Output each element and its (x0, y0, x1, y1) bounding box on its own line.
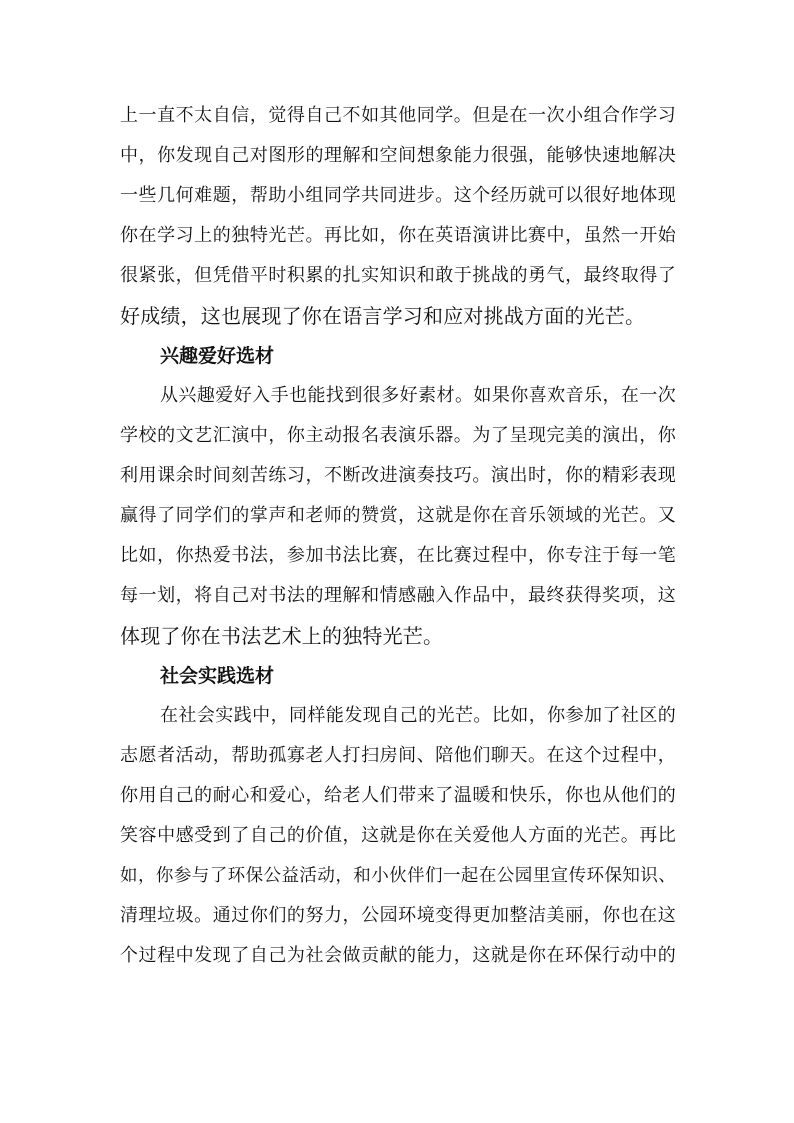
text-line: 上一直不太自信，觉得自己不如其他同学。但是在一次小组合作学习 (120, 105, 676, 126)
text-line: 学校的文艺汇演中，你主动报名表演乐器。为了呈现完美的演出，你 (120, 425, 676, 446)
paragraph-interests (120, 376, 676, 656)
section-heading-social: 社会实践选材 (160, 665, 275, 687)
text-line: 你用自己的耐心和爱心，给老人们带来了温暖和快乐，你也从他们的 (120, 785, 676, 806)
text-line: 个过程中发现了自己为社会做贡献的能力，这就是你在环保行动中的 (120, 945, 676, 966)
text-line: 从兴趣爱好入手也能找到很多好素材。如果你喜欢音乐，在一次 (160, 385, 676, 406)
text-line: 你在学习上的独特光芒。再比如，你在英语演讲比赛中，虽然一开始 (120, 225, 676, 246)
text-line: 在社会实践中，同样能发现自己的光芒。比如，你参加了社区的 (160, 705, 676, 726)
paragraph-study (120, 96, 676, 336)
text-line: 如，你参与了环保公益活动，和小伙伴们一起在公园里宣传环保知识、 (120, 866, 676, 886)
text-line: 每一划，将自己对书法的理解和情感融入作品中，最终获得奖项，这 (120, 585, 676, 606)
text-line: 一些几何难题，帮助小组同学共同进步。这个经历就可以很好地体现 (120, 185, 676, 206)
text-line: 好成绩，这也展现了你在语言学习和应对挑战方面的光芒。 (120, 304, 646, 328)
text-line: 利用课余时间刻苦练习，不断改进演奏技巧。演出时，你的精彩表现 (120, 465, 676, 486)
text-line: 清理垃圾。通过你们的努力，公园环境变得更加整洁美丽，你也在这 (120, 905, 676, 926)
document-body (120, 96, 676, 976)
text-line: 笑容中感受到了自己的价值，这就是你在关爱他人方面的光芒。再比 (120, 825, 676, 846)
text-line: 中，你发现自己对图形的理解和空间想象能力很强，能够快速地解决 (120, 145, 676, 166)
text-line: 很紧张，但凭借平时积累的扎实知识和敢于挑战的勇气，最终取得了 (120, 265, 676, 286)
text-line: 体现了你在书法艺术上的独特光芒。 (120, 624, 444, 648)
text-line: 赢得了同学们的掌声和老师的赞赏，这就是你在音乐领域的光芒。又 (120, 505, 676, 526)
paragraph-social (120, 696, 676, 976)
section-heading-interests: 兴趣爱好选材 (160, 345, 275, 367)
text-line: 志愿者活动，帮助孤寡老人打扫房间、陪他们聊天。在这个过程中， (120, 745, 676, 766)
text-line: 比如，你热爱书法，参加书法比赛，在比赛过程中，你专注于每一笔 (120, 545, 676, 566)
